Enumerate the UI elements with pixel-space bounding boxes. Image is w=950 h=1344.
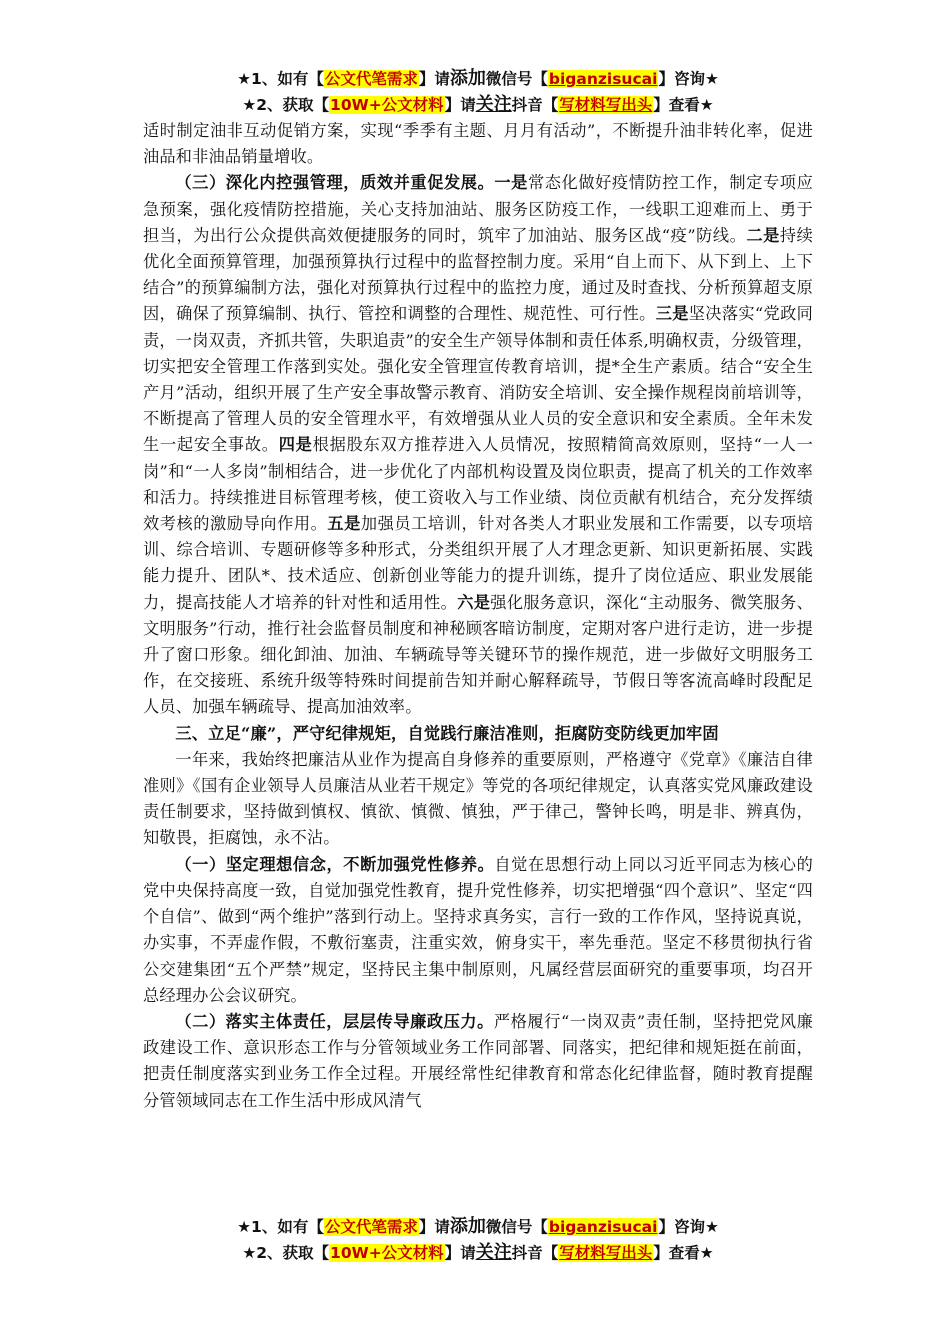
- banner-line-2: [143, 92, 813, 118]
- banner-text: ★1、如有【: [237, 70, 324, 88]
- top-banner: [143, 66, 813, 118]
- paragraph-text: 常态化做好疫情防控工作，制定专项应急预案，强化疫情防控措施，关心支持加油站、服务区防疫工作，一线职工迎难而上、勇于担当，为出行公众提供高效便捷服务的同时，筑牢了加油站、服务区战“疫”防线。: [143, 173, 813, 245]
- highlight-materials: 10W+公文材料: [330, 96, 444, 114]
- point-marker: 二是: [746, 225, 780, 245]
- paragraph-text: 自觉在思想行动上同以习近平同志为核心的党中央保持高度一致，自觉加强党性教育，提升党性修养，切实把增强“四个意识”、坚定“四个自信”、做到“两个维护”落到行动上。坚持求真务实，言行一致的工作作风，坚持说真说，办实事，不弄虚作假，不敷衍塞责，注重实效，俯身实干，率先垂范。坚定不移贯彻执行省公交建集团“五个严禁”规定，坚持民主集中制原则，凡属经营层面研究的重要事项，均召开总经理办公会议研究。: [143, 854, 813, 1005]
- banner-text: 】请: [418, 70, 450, 88]
- banner-text: 微信号【: [485, 70, 548, 88]
- point-marker: 一是: [494, 173, 528, 193]
- banner-text: 】请: [444, 96, 476, 114]
- banner-text: 】查看★: [653, 96, 714, 114]
- paragraph-text: 严格履行“一岗双责”责任制，坚持把党风廉政建设工作、意识形态工作与分管领域业务工作同部署、同落实，把纪律和规矩挺在前面，把责任制度落实到业务工作全过程。开展经常性纪律教育和常态化纪律监督，随时教育提醒分管领域同志在工作生活中形成风清气: [143, 1011, 813, 1110]
- highlight-ghostwriting: 公文代笔需求: [324, 1218, 418, 1236]
- paragraph: [143, 1009, 813, 1114]
- banner-text: 抖音【: [511, 96, 559, 114]
- banner-emphasis: 关注: [475, 94, 512, 115]
- section-heading: （三）深化内控强管理，质效并重促发展。: [175, 173, 495, 193]
- point-marker: 四是: [278, 435, 313, 455]
- banner-emphasis: 关注: [475, 1242, 512, 1263]
- highlight-wechat-id: biganzisucai: [548, 70, 658, 88]
- banner-text: 】咨询★: [658, 70, 719, 88]
- paragraph: [143, 852, 813, 1009]
- banner-line-1: [143, 1214, 813, 1240]
- paragraph-text: 加强员工培训，针对各类人才职业发展和工作需要，以专项培训、综合培训、专题研修等多种形式，分类组织开展了人才理念更新、知识更新拓展、实践能力提升、团队*、技术适应、创新创业等能力的提升训练，提升了岗位适应、职业发展能力，提高技能人才培养的针对性和适用性。: [143, 514, 814, 612]
- point-marker: 六是: [457, 592, 491, 612]
- banner-text: 】请: [418, 1218, 450, 1236]
- point-marker: 五是: [327, 514, 361, 534]
- paragraph: 适时制定油非互动促销方案，实现“季季有主题、月月有活动”，不断提升油非转化率，促进油品和非油品销量增收。: [143, 121, 813, 167]
- banner-text: 】请: [444, 1244, 476, 1262]
- banner-emphasis: 添加: [449, 68, 486, 89]
- paragraph: [143, 170, 813, 720]
- heading-text: 三、立足“廉”，严守纪律规矩，自觉践行廉洁准则，拒腐防变防线更加牢固: [175, 723, 719, 743]
- paragraph-text: 持续优化全面预算管理，加强预算执行过程中的监督控制力度。采用“自上而下、从下到上、上下结合”的预算编制方法，强化对预算执行过程中的监控力度，通过及时查找、分析预算超支原因，确保了预算编制、执行、管控和调整的合理性、规范性、可行性。: [143, 225, 813, 324]
- bottom-banner: [143, 1214, 813, 1266]
- paragraph-text: 坚决落实“党政同责，一岗双责，齐抓共管，失职追责”的安全生产领导体制和责任体系,明确权责，分级管理，切实把安全管理工作落到实处。强化安全管理宣传教育培训，提*全生产素质。结合“安全生产月”活动，组织开展了生产安全事故警示教育、消防安全培训、安全操作规程岗前培训等，不断提高了管理人员的安全管理水平，有效增强从业人员的安全意识和安全素质。全年未发生一起安全事故。: [143, 304, 814, 455]
- banner-text: ★1、如有【: [237, 1218, 324, 1236]
- highlight-douyin-id: 写材料写出头: [559, 1244, 653, 1262]
- paragraph-text: 根据股东双方推荐进入人员情况，按照精简高效原则，坚持“一人一岗”和“一人多岗”制相结合，进一步优化了内部机构设置及岗位职责，提高了机关的工作效率和活力。持续推进目标管理考核，使工资收入与工作业绩、岗位贡献有机结合，充分发挥绩效考核的激励导向作用。: [143, 435, 814, 534]
- banner-line-2: [143, 1240, 813, 1266]
- document-body: [143, 118, 813, 1114]
- document-page: [143, 66, 813, 1114]
- section-heading: （一）坚定理想信念，不断加强党性修养。: [175, 854, 495, 874]
- banner-emphasis: 添加: [449, 1216, 486, 1237]
- highlight-ghostwriting: 公文代笔需求: [324, 70, 418, 88]
- banner-text: 微信号【: [485, 1218, 548, 1236]
- banner-text: 】咨询★: [658, 1218, 719, 1236]
- banner-text: ★2、获取【: [242, 96, 330, 114]
- chapter-heading: [143, 721, 813, 747]
- section-heading: （二）落实主体责任，层层传导廉政压力。: [175, 1011, 494, 1031]
- point-marker: 三是: [655, 304, 689, 324]
- paragraph: 一年来，我始终把廉洁从业作为提高自身修养的重要原则，严格遵守《党章》《廉洁自律准则》《国有企业领导人员廉洁从业若干规定》等党的各项纪律规定，认真落实党风廉政建设责任制要求，坚持做到慎权、慎欲、慎微、慎独，严于律己，警钟长鸣，明是非、辨真伪，知敬畏，拒腐蚀，永不沾。: [143, 749, 813, 848]
- banner-line-1: [143, 66, 813, 92]
- banner-text: ★2、获取【: [242, 1244, 330, 1262]
- banner-text: 抖音【: [511, 1244, 559, 1262]
- highlight-douyin-id: 写材料写出头: [559, 96, 653, 114]
- banner-text: 】查看★: [653, 1244, 714, 1262]
- paragraph-text: 强化服务意识，深化“主动服务、微笑服务、文明服务”行动，推行社会监督员制度和神秘顾客暗访制度，定期对客户进行走访，进一步提升了窗口形象。细化卸油、加油、车辆疏导等关键环节的操作规范，进一步做好文明服务工作，在交接班、系统升级等特殊时间提前告知并耐心解释疏导，节假日等客流高峰时段配足人员、加强车辆疏导、提高加油效率。: [143, 592, 813, 717]
- highlight-materials: 10W+公文材料: [330, 1244, 444, 1262]
- highlight-wechat-id: biganzisucai: [548, 1218, 658, 1236]
